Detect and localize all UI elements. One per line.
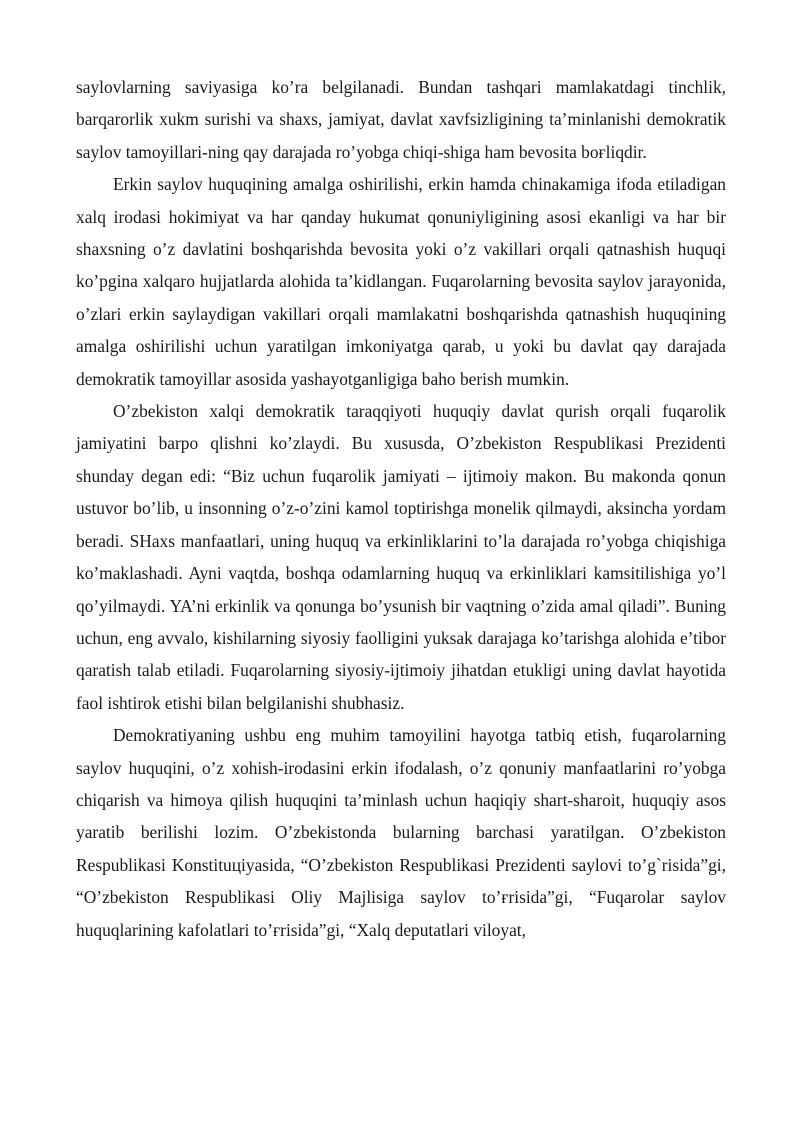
paragraph-1: saylovlarning saviyasiga ko’ra belgilanadi. Bundan tashqari mamlakatdagi tinchlik, barqarorlik xukm surishi va shaxs, jamiyat, davlat xavfsizligining ta’minlanishi demokratik saylov tamoyillari-ning qay darajada ro’yobga chiqi-shiga ham bevosita boғliqdir. [76, 77, 726, 162]
paragraph-2: Erkin saylov huquqining amalga oshirilishi, erkin hamda chinakamiga ifoda etiladigan xalq irodasi hokimiyat va har qanday hukumat qonuniyligining asosi ekanligi va har bir shaxsning o’z davlatini boshqarishda bevosita yoki o’z vakillari orqali qatnashish huquqi ko’pgina xalqaro hujjatlarda alohida ta’kidlangan. Fuqarolarning bevosita saylov jarayonida, o’zlari erkin saylaydigan vakillari orqali mamlakatni boshqarishda qatnashish huquqining amalga oshirilishi uchun yaratilgan imkoniyatga qarab, u yoki bu davlat qay darajada demokratik tamoyillar asosida yashayotganligiga baho berish mumkin. [76, 174, 726, 389]
paragraph-3: O’zbekiston xalqi demokratik taraqqiyoti huquqiy davlat qurish orqali fuqarolik jamiyatini barpo qlishni ko’zlaydi. Bu xususda, O’zbekiston Respublikasi Prezidenti shunday degan edi: “Biz uchun fuqarolik jamiyati – ijtimoiy makon. Bu makonda qonun ustuvor bo’lib, u insonning o’z-o’zini kamol toptirishga monelik qilmaydi, aksincha yordam beradi. SHaxs manfaatlari, uning huquq va erkinliklarini to’la darajada ro’yobga chiqishiga ko’maklashadi. Ayni vaqtda, boshqa odamlarning huquq va erkinliklari kamsitilishiga yo’l qo’yilmaydi. YA’ni erkinlik va qonunga bo’ysunish bir vaqtning o’zida amal qiladi”. Buning uchun, eng avvalo, kishilarning siyosiy faolligini yuksak darajaga ko’tarishga alohida e’tibor qaratish talab etiladi. Fuqarolarning siyosiy-ijtimoiy jihatdan etukligi uning davlat hayotida faol ishtirok etishi bilan belgilanishi shubhasiz. [76, 401, 726, 713]
paragraph-4: Demokratiyaning ushbu eng muhim tamoyilini hayotga tatbiq etish, fuqarolarning saylov huquqini, o’z xohish-irodasini erkin ifodalash, o’z qonuniy manfaatlarini ro’yobga chiqarish va himoya qilish huquqini ta’minlash uchun haqiqiy shart-sharoit, huquqiy asos yaratib berilishi lozim. O’zbekistonda bularning barchasi yaratilgan. O’zbekiston Respublikasi Konstituцiyasida, “O’zbekiston Respublikasi Prezidenti saylovi to’g`risida”gi, “O’zbekiston Respublikasi Oliy Majlisiga saylov to’ғrisida”gi, “Fuqarolar saylov huquqlarining kafolatlari to’ғrisida”gi, “Xalq deputatlari viloyat, [76, 725, 726, 940]
